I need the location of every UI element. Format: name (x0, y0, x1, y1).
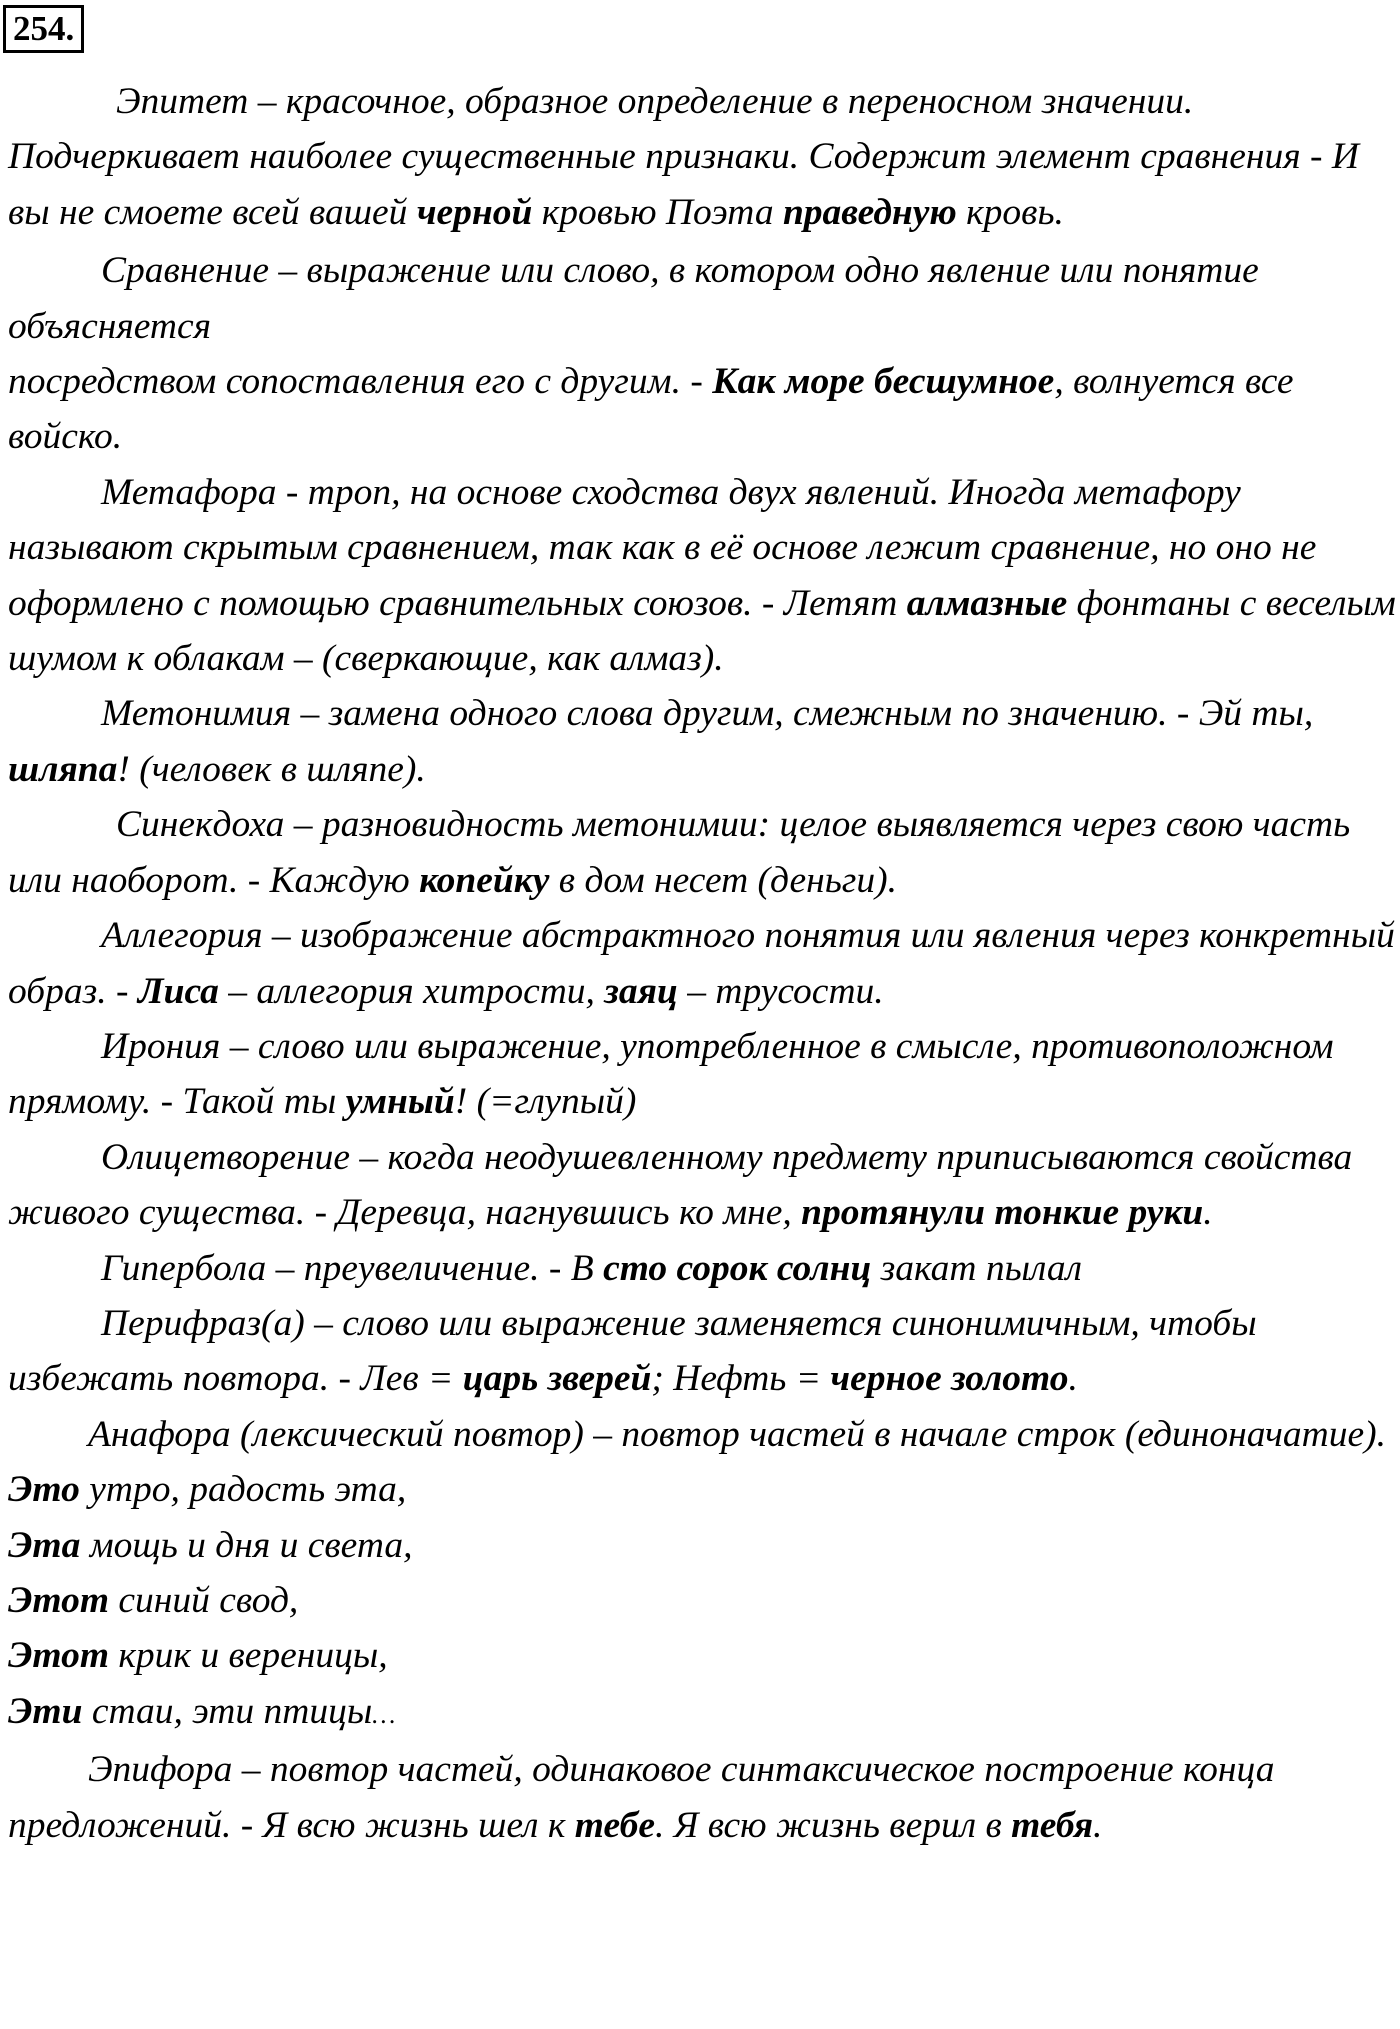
poem-line (8, 1462, 1396, 1517)
epiphora-text-2: . Я всю жизнь верил в (654, 1804, 1012, 1846)
poem-line-rest: крик и вереницы, (109, 1635, 388, 1677)
allegory-bold-2: заяц (604, 970, 678, 1012)
paragraph-comparison-line1: Сравнение – выражение или слово, в котором одно явление или понятие объясняется (8, 250, 1259, 347)
paragraph-irony (8, 1019, 1396, 1130)
poem-line (8, 1628, 1396, 1683)
epiphora-bold-1: тебе (574, 1804, 655, 1846)
epithet-bold-2: праведную (782, 191, 957, 233)
hyperbole-text-2: закат пылал (871, 1247, 1082, 1289)
epithet-text-2: кровью Поэта (532, 191, 783, 233)
metonymy-text: Метонимия – замена одного слова другим, смежным по значению. - Эй ты, (101, 693, 1314, 735)
poem-line-bold: Этот (8, 1579, 110, 1621)
periphrasis-text-3: . (1068, 1358, 1078, 1400)
irony-text-2: ! (=глупый) (454, 1081, 637, 1123)
metaphor-text: Метафора - троп, на основе сходства двух явлений. Иногда метафору называют скрытым сравнением, так как в её основе лежит сравнение, но оно не оформлено с помощью сравнительных союзов. - Летят (8, 471, 1317, 624)
poem-line-rest: синий свод, (109, 1579, 299, 1621)
paragraph-comparison (8, 354, 1396, 465)
hyperbole-text: Гипербола – преувеличение. - В (101, 1247, 604, 1289)
poem-line-rest: мощь и дня и света, (80, 1524, 413, 1566)
periphrasis-bold-1: царь зверей (462, 1358, 652, 1400)
allegory-text: Аллегория – изображение абстрактного понятия или явления через конкретный образ. - (8, 915, 1395, 1012)
poem-ellipsis: … (372, 1699, 396, 1729)
metaphor-text-2: фонтаны с веселым шумом к облакам – (сверкающие, как алмаз). (8, 582, 1396, 680)
poem-line (8, 1518, 1396, 1573)
allegory-text-3: – трусости. (677, 970, 884, 1012)
paragraph-epithet (8, 74, 1396, 240)
poem-line (8, 1684, 1396, 1742)
personification-text-2: . (1203, 1192, 1213, 1234)
paragraph-allegory (8, 908, 1396, 1019)
metaphor-bold: алмазные (906, 582, 1068, 624)
allegory-text-2: – аллегория хитрости, (218, 970, 605, 1012)
comparison-text-2: , волнуется все войско. (8, 361, 1294, 458)
epithet-bold-1: черной (416, 191, 533, 233)
epiphora-text-3: . (1093, 1804, 1103, 1846)
irony-bold: умный (345, 1081, 455, 1123)
synecdoche-bold: копейку (419, 859, 550, 901)
comparison-text: посредством сопоставления его с другим. - (8, 361, 713, 403)
poem-line-bold: Эти (8, 1690, 83, 1732)
paragraph-metaphor (8, 465, 1396, 687)
irony-text: Ирония – слово или выражение, употребленное в смысле, противоположном прямому. - Такой ты (8, 1025, 1334, 1123)
epithet-text-3: кровь. (956, 191, 1064, 233)
epiphora-bold-2: тебя (1011, 1804, 1094, 1846)
paragraph-epiphora (8, 1742, 1396, 1853)
paragraph-periphrasis (8, 1296, 1396, 1407)
anaphora-poem (8, 1462, 1396, 1742)
poem-line (8, 1573, 1396, 1628)
epiphora-text: Эпифора – повтор частей, одинаковое синтаксическое построение конца предложений. - Я всю жизнь шел к (8, 1749, 1275, 1846)
exercise-number: 254. (3, 5, 84, 53)
metonymy-bold: шляпа (8, 748, 118, 790)
poem-line-bold: Эта (8, 1524, 81, 1566)
periphrasis-text: Перифраз(а) – слово или выражение заменяется синонимичным, чтобы избежать повтора. - Лев = (8, 1302, 1257, 1400)
periphrasis-bold-2: черное золото (830, 1358, 1069, 1400)
comparison-bold: Как море бесшумное (712, 361, 1055, 403)
synecdoche-text-2: в дом несет (деньги). (549, 859, 898, 901)
allegory-bold-1: Лиса (137, 970, 219, 1012)
periphrasis-text-2: ; Нефть = (651, 1358, 831, 1400)
hyperbole-bold: сто сорок солнц (603, 1247, 872, 1289)
poem-line-rest: стаи, эти птицы (82, 1690, 373, 1732)
paragraph-hyperbole (8, 1241, 1396, 1296)
paragraph-synecdoche (8, 797, 1396, 908)
synecdoche-text: Синекдоха – разновидность метонимии: целое выявляется через свою часть или наоборот. - Каждую (8, 804, 1351, 901)
poem-line-rest: утро, радость эта, (79, 1469, 407, 1511)
epithet-text: Эпитет – красочное, образное определение в переносном значении. Подчеркивает наиболее существенные признаки. Содержит элемент сравнения - И вы не смоете всей вашей (8, 81, 1359, 233)
personification-text: Олицетворение – когда неодушевленному предмету приписываются свойства живого существа. - Деревца, нагнувшись ко мне, (8, 1136, 1353, 1234)
personification-bold: протянули тонкие руки (801, 1192, 1204, 1234)
document-body (8, 74, 1396, 1853)
metonymy-text-2: ! (человек в шляпе). (117, 748, 426, 790)
poem-line-bold: Этот (8, 1635, 110, 1677)
paragraph-anaphora: Анафора (лексический повтор) – повтор частей в начале строк (единоначатие). (88, 1413, 1386, 1455)
poem-line-bold: Это (8, 1469, 80, 1511)
paragraph-metonymy (8, 686, 1396, 797)
paragraph-personification (8, 1130, 1396, 1241)
